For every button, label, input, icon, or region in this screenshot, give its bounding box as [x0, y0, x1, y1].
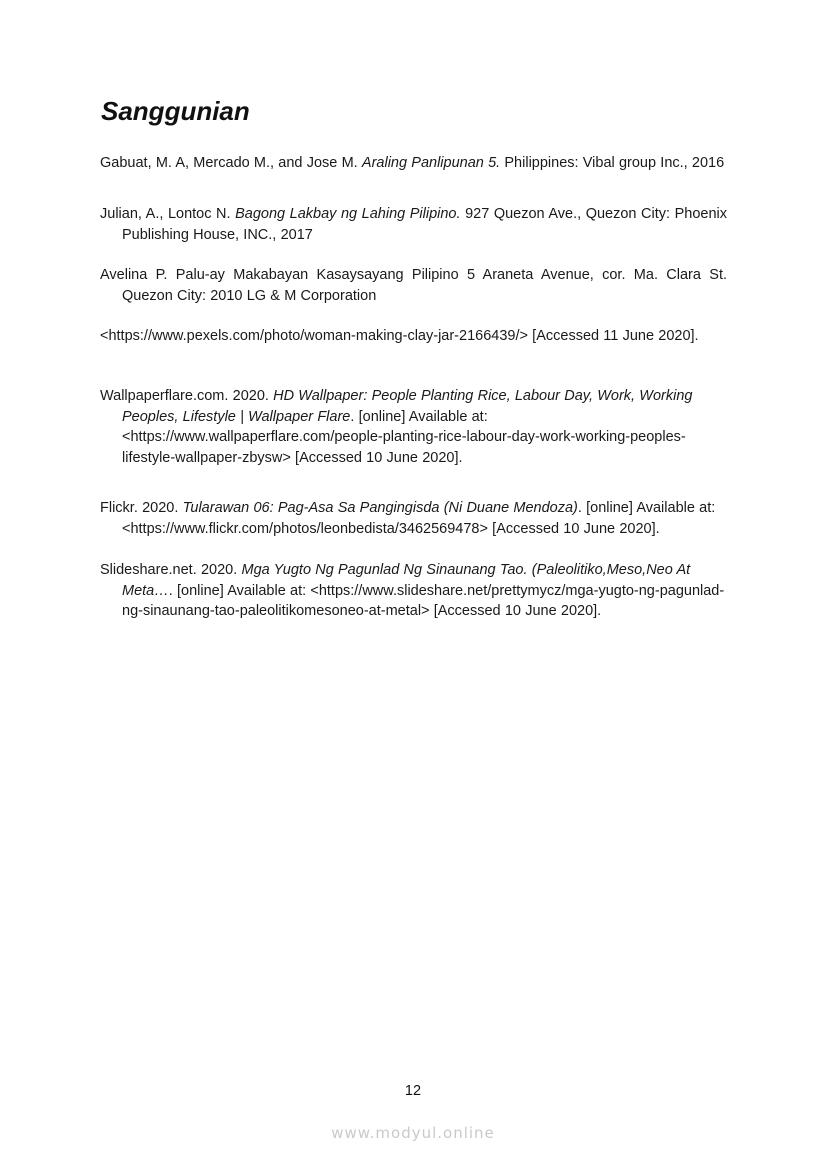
reference-text: . [online] Available at: <https://www.flickr.com/photos/leonbedista/3462569478> [Accessed 10 June 2020].: [122, 500, 716, 537]
reference-text: Slideshare.net. 2020.: [100, 562, 242, 578]
reference-link[interactable]: <https://www.pexels.com/photo/woman-making-clay-jar-2166439/> [Accessed 11 June 2020].: [100, 328, 699, 344]
reference-item: [100, 153, 727, 174]
reference-item: [100, 386, 727, 468]
page-number: 12: [404, 1083, 422, 1099]
reference-item: [100, 204, 727, 245]
reference-title: Araling Panlipunan 5.: [361, 155, 501, 171]
reference-title: HD Wallpaper: People Planting Rice, Labour Day, Work, Working Peoples, Lifestyle | Wallpaper Flare: [122, 388, 693, 425]
reference-text: . [online] Available at: <https://www.slideshare.net/prettymycz/mga-yugto-ng-pagunlad-ng-sinaunang-tao-paleolitikomesoneo-at-metal> [Accessed 10 June 2020].: [122, 582, 725, 619]
reference-text: Philippines: Vibal group Inc., 2016: [500, 155, 725, 171]
reference-text: Gabuat, M. A, Mercado M., and Jose M.: [100, 155, 362, 171]
reference-text: Wallpaperflare.com. 2020.: [100, 388, 274, 404]
reference-title: Bagong Lakbay ng Lahing Pilipino.: [235, 206, 461, 222]
reference-text: Julian, A., Lontoc N.: [100, 206, 236, 222]
reference-text: . [online] Available at: <https://www.wallpaperflare.com/people-planting-rice-labour-day-work-working-peoples-lifestyle-wallpaper-zbysw> [Accessed 10 June 2020].: [122, 408, 686, 466]
reference-item: [100, 498, 727, 539]
reference-title: Tularawan 06: Pag-Asa Sa Pangingisda (Ni Duane Mendoza): [182, 500, 578, 516]
reference-title: Mga Yugto Ng Pagunlad Ng Sinaunang Tao. (Paleolitiko,Meso,Neo At Meta…: [122, 562, 691, 599]
reference-text: Avelina P. Palu-ay Makabayan Kasaysayang Pilipino 5 Araneta Avenue, cor. Ma. Clara St. Quezon City: 2010 LG & M Corporation: [100, 267, 727, 304]
page-title: Sanggunian: [101, 96, 250, 126]
reference-text: Flickr. 2020.: [100, 500, 183, 516]
reference-item: [100, 560, 727, 622]
reference-item: [100, 265, 727, 306]
reference-item: [100, 326, 727, 347]
reference-text: 927 Quezon Ave., Quezon City: Phoenix Publishing House, INC., 2017: [122, 206, 728, 243]
watermark: www.modyul.online: [331, 1124, 495, 1142]
